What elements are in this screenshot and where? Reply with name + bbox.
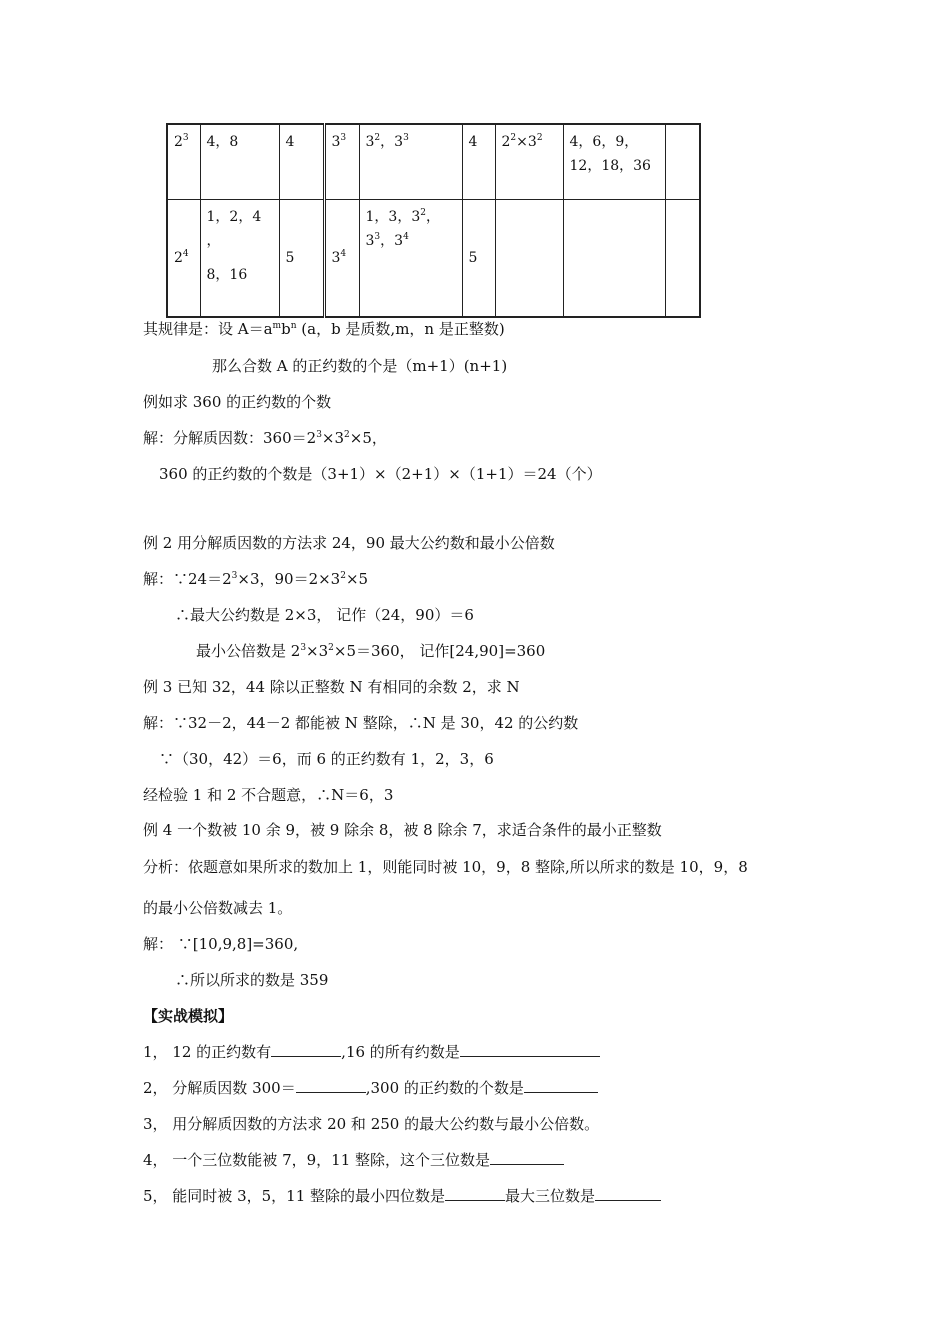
example-1-count: 360 的正约数的个数是（3+1）×（2+1）×（1+1）＝24（个） bbox=[159, 465, 602, 483]
example-3-solution: 解：∵32－2，44－2 都能被 N 整除，∴N 是 30，42 的公约数 bbox=[143, 714, 579, 732]
example-3-check: 经检验 1 和 2 不合题意，∴N＝6，3 bbox=[143, 786, 394, 804]
table-cell: 1，2，4 ， 8，16 bbox=[200, 200, 279, 318]
rule-formula: 那么合数 A 的正约数的个是（m+1）(n+1) bbox=[212, 357, 508, 375]
answer-blank[interactable] bbox=[460, 1042, 600, 1057]
table-cell bbox=[563, 200, 665, 318]
table-cell: 4 bbox=[462, 124, 495, 200]
table-cell: 5 bbox=[279, 200, 324, 318]
table-row bbox=[167, 200, 700, 318]
question-2: 2， 分解质因数 300＝ ,300 的正约数的个数是 bbox=[143, 1078, 598, 1098]
answer-blank[interactable] bbox=[296, 1078, 366, 1093]
example-2-gcd: ∴最大公约数是 2×3， 记作（24，90）＝6 bbox=[175, 606, 474, 624]
table-cell: 1，3，$3^2$， $3^3$，$3^4$ bbox=[359, 200, 462, 318]
answer-blank[interactable] bbox=[445, 1186, 505, 1201]
example-2-solution: 解：$\because 24=2^3\times 3$，$90=2\times 3^2\times 5$ bbox=[143, 570, 369, 588]
question-4: 4， 一个三位数能被 7，9，11 整除，这个三位数是 bbox=[143, 1150, 564, 1170]
table-cell bbox=[665, 124, 700, 200]
example-4-answer: ∴所以所求的数是 359 bbox=[175, 971, 329, 989]
table-row bbox=[167, 124, 700, 200]
example-2-title: 例 2 用分解质因数的方法求 24，90 最大公约数和最小公倍数 bbox=[143, 534, 555, 552]
example-2-lcm: 最小公倍数是 $2^3\times 3^2\times 5=360$， 记作[24,90]=360 bbox=[196, 642, 546, 660]
answer-blank[interactable] bbox=[595, 1186, 661, 1201]
table-cell: $2^2\times 3^2$ bbox=[495, 124, 563, 200]
question-1: 1， 12 的正约数有 ,16 的所有约数是 bbox=[143, 1042, 600, 1062]
table-cell: $3^3$ bbox=[324, 124, 359, 200]
table-cell bbox=[495, 200, 563, 318]
example-1-solution: 解：分解质因数：$360=2^3\times 3^2\times 5$， bbox=[143, 429, 387, 447]
table-cell: $3^4$ bbox=[324, 200, 359, 318]
rule-line: 其规律是：设 $A=a^mb^n$ (a，b 是质数,m，n 是正整数) bbox=[143, 320, 505, 338]
table-cell: 4 bbox=[279, 124, 324, 200]
table-cell: $3^2$，$3^3$ bbox=[359, 124, 462, 200]
answer-blank[interactable] bbox=[490, 1150, 564, 1165]
table-cell: 4，8 bbox=[200, 124, 279, 200]
section-title: 【实战模拟】 bbox=[143, 1007, 234, 1025]
answer-blank[interactable] bbox=[271, 1042, 341, 1057]
answer-blank[interactable] bbox=[524, 1078, 598, 1093]
example-4-title: 例 4 一个数被 10 余 9，被 9 除余 8，被 8 除余 7，求适合条件的最小正整数 bbox=[143, 821, 662, 839]
example-1-title: 例如求 360 的正约数的个数 bbox=[143, 393, 332, 411]
question-3: 3， 用分解质因数的方法求 20 和 250 的最大公约数与最小公倍数。 bbox=[143, 1115, 600, 1133]
table-cell: $2^3$ bbox=[167, 124, 200, 200]
table-cell: 4，6，9， 12，18，36 bbox=[563, 124, 665, 200]
example-3-title: 例 3 已知 32，44 除以正整数 N 有相同的余数 2，求 N bbox=[143, 678, 520, 696]
table-cell: 5 bbox=[462, 200, 495, 318]
example-4-solution: 解： ∵[10,9,8]=360, bbox=[143, 935, 299, 953]
table-cell bbox=[665, 200, 700, 318]
question-5: 5， 能同时被 3，5，11 整除的最小四位数是 最大三位数是 bbox=[143, 1186, 661, 1206]
example-3-gcd: ∵（30，42）＝6，而 6 的正约数有 1，2，3，6 bbox=[159, 750, 494, 768]
divisor-table bbox=[166, 123, 701, 318]
example-4-analysis: 分析：依题意如果所求的数加上 1，则能同时被 10，9，8 整除,所以所求的数是 10，9，8 bbox=[143, 858, 748, 876]
table-cell: $2^4$ bbox=[167, 200, 200, 318]
example-4-analysis-cont: 的最小公倍数减去 1。 bbox=[143, 899, 293, 917]
